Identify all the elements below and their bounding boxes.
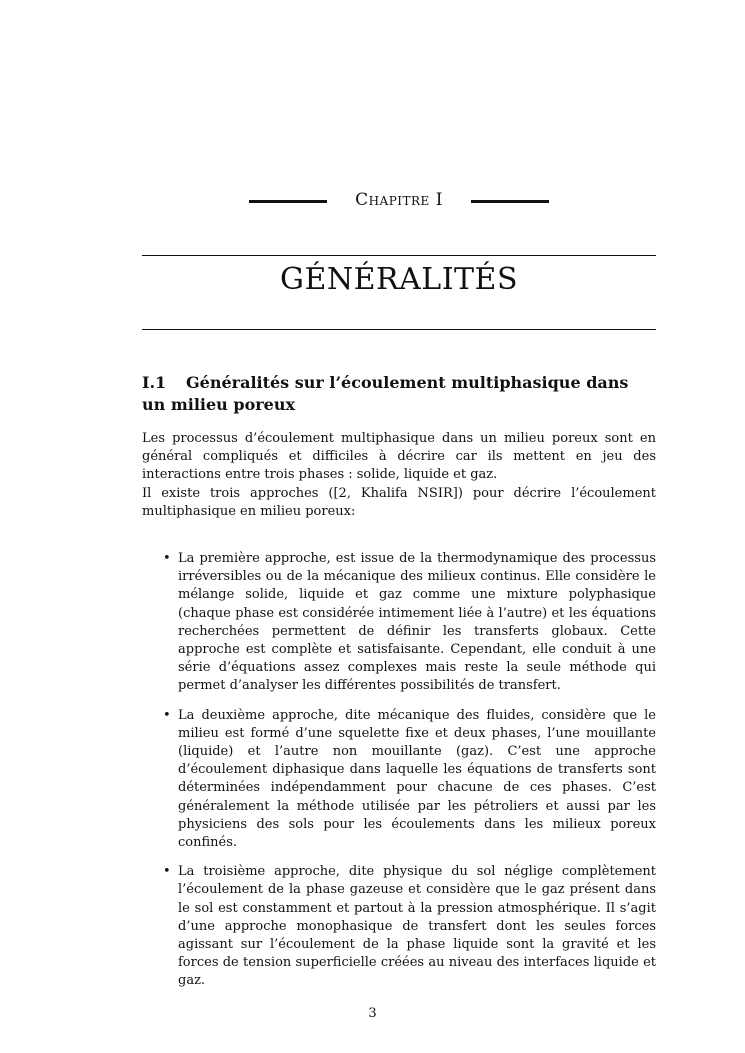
chapter-title: GÉNÉRALITÉS [280,262,518,297]
chapter-label: Chapitre I [355,190,443,210]
title-rule-bottom [142,329,656,330]
list-item-text: La troisième approche, dite physique du sol néglige complètement l’écoulement de la phase gazeuse et considère que le gaz présent dans le sol est constamment et partout à la pression atmosphérique. Il s’agit d’une approche monophasique de transfert dont les seules forces agissant sur l’écoulement de la phase liquide sont la gravité et les forces de tension superficielle créées au niveau des interfaces liquide et gaz. [178,864,656,989]
bullet-icon: • [163,707,171,723]
chapter-rule-left [249,200,327,203]
list-item [142,863,656,990]
chapter-rule-right [471,200,549,203]
bullet-icon: • [163,864,171,880]
section-heading [142,372,656,416]
list-item [142,550,656,696]
title-rule-top [142,255,656,256]
paragraph-intro: Les processus d’écoulement multiphasique dans un milieu poreux sont en général compliqués et difficiles à décrire car ils mettent en jeu des interactions entre trois phases : solide, liquide et gaz. [142,431,656,483]
list-item-text: La deuxième approche, dite mécanique des fluides, considère que le milieu est formé d’une squelette fixe et deux phases, l’une mouillante (liquide) et l’autre non mouillante (gaz). C’est une approche d’écoulement diphasique dans laquelle les équations de transferts sont déterminées indépendamment pour chacune de ces phases. C’est généralement la méthode utilisée par les pétroliers et aussi par les physiciens des sols pour les écoulements dans les milieux poreux confinés. [178,707,656,851]
section-number: I.1 [142,373,167,392]
list-item-text: La première approche, est issue de la thermodynamique des processus irréversibles ou de la mécanique des milieux continus. Elle considère le mélange solide, liquide et gaz comme une mixture polyphasique (chaque phase est considérée intimement liée à l’autre) et les équations recherchées permettent de définir les transferts globaux. Cette approche est complète et satisfaisante. Cependant, elle conduit à une série d’équations assez complexes mais reste la seule méthode qui permet d’analyser les différentes possibilités de transfert. [178,551,656,694]
chapter-header [249,190,549,212]
list-item [142,707,656,853]
paragraph-approaches: Il existe trois approches ([2, Khalifa NSIR]) pour décrire l’écoulement multiphasique en milieu poreux: [142,486,656,520]
bullet-icon: • [163,551,171,566]
section-title: Généralités sur l’écoulement multiphasique dans un milieu poreux [142,373,629,414]
approach-list [142,550,656,1002]
page-number: 3 [368,1006,377,1021]
